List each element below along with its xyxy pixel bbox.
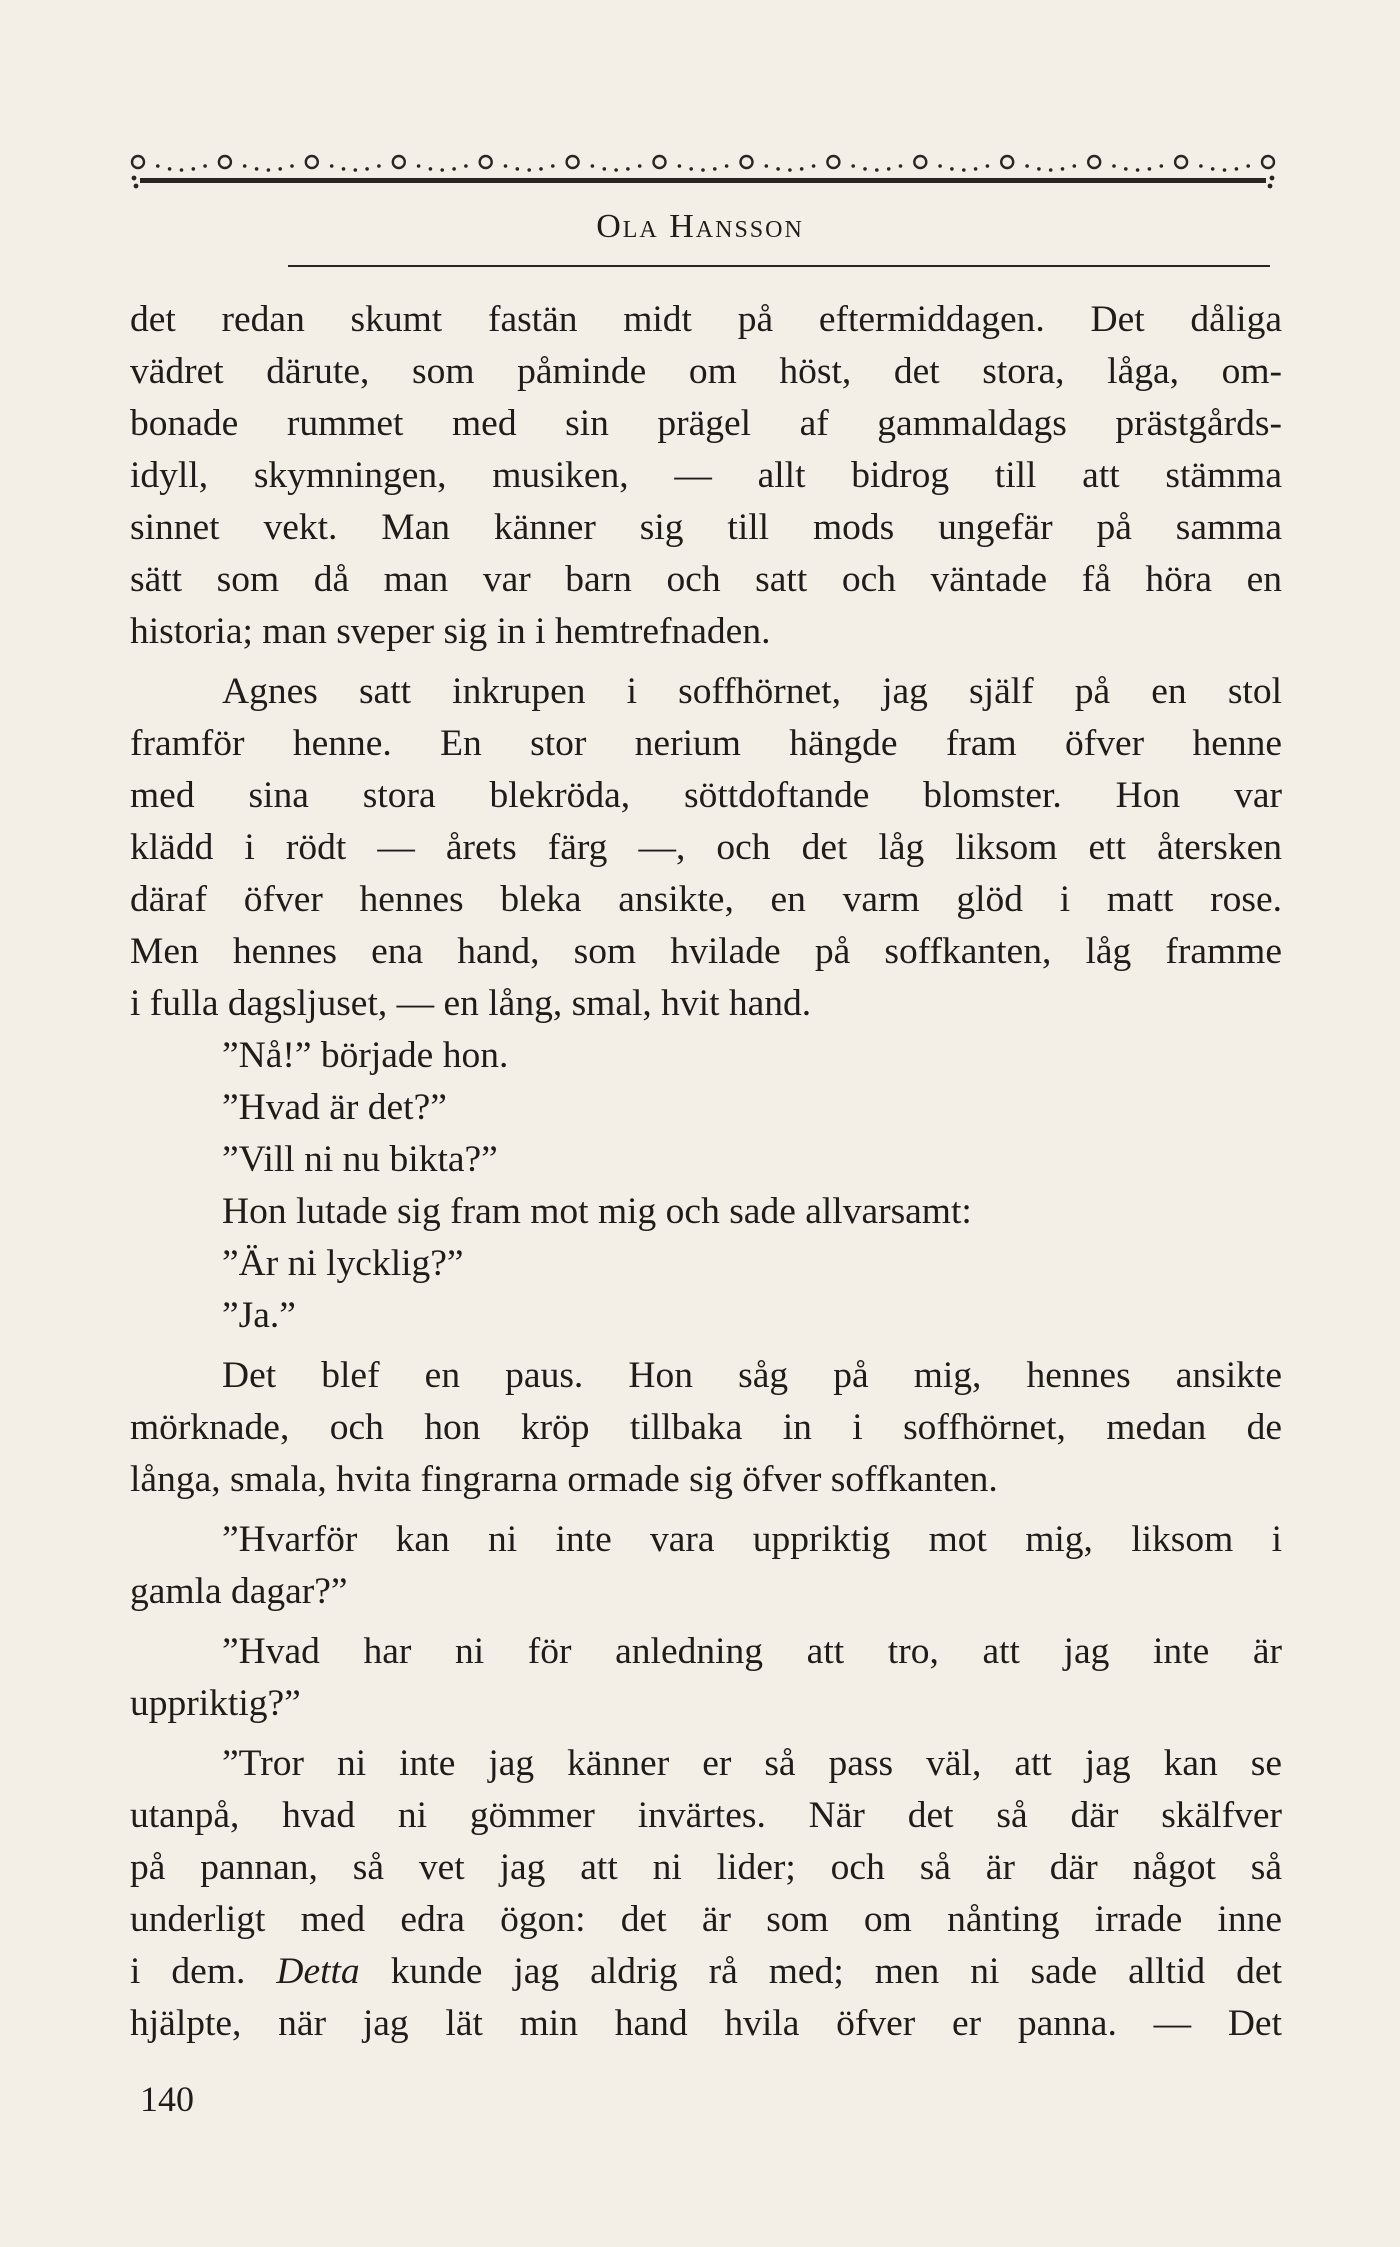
text-line: utanpå, hvad ni gömmer invärtes. När det så där skälfver — [130, 1795, 1282, 1836]
text-line: ”Tror ni inte jag känner er så pass väl, att jag kan se — [222, 1743, 1282, 1784]
page-number: 140 — [140, 2079, 194, 2119]
text-line: ”Hvarför kan ni inte vara uppriktig mot mig, liksom i — [222, 1519, 1282, 1560]
text-line: ”Ja.” — [222, 1295, 296, 1336]
text-line: framför henne. En stor nerium hängde fram öfver henne — [130, 723, 1282, 764]
text-line: underligt med edra ögon: det är som om nånting irrade inne — [130, 1899, 1282, 1940]
text-line: bonade rummet med sin prägel af gammaldags prästgårds- — [130, 403, 1282, 444]
running-head: Ola Hansson — [596, 208, 804, 245]
text-line: ”Är ni lycklig?” — [222, 1243, 464, 1284]
text-line: sätt som då man var barn och satt och väntade få höra en — [130, 559, 1282, 600]
text-line: långa, smala, hvita fingrarna ormade sig öfver soffkanten. — [130, 1459, 998, 1500]
emphasized-word: Detta — [276, 1951, 360, 1992]
body-text — [130, 294, 1282, 2050]
text-line: historia; man sveper sig in i hemtrefnaden. — [130, 611, 771, 652]
text-line: klädd i rödt — årets färg —, och det låg liksom ett återsken — [130, 827, 1282, 868]
text-line: ”Hvad är det?” — [222, 1087, 447, 1128]
text-line: Det blef en paus. Hon såg på mig, hennes ansikte — [222, 1355, 1282, 1396]
header-rule — [288, 265, 1270, 267]
text-line: Men hennes ena hand, som hvilade på soffkanten, låg framme — [130, 931, 1282, 972]
text-line: gamla dagar?” — [130, 1571, 348, 1612]
text-line: på pannan, så vet jag att ni lider; och så är där något så — [130, 1847, 1282, 1888]
text-line: i dem. Detta kunde jag aldrig rå med; men ni sade alltid det — [130, 1951, 1282, 1992]
text-line: idyll, skymningen, musiken, — allt bidrog till att stämma — [130, 455, 1282, 496]
text-line: Hon lutade sig fram mot mig och sade allvarsamt: — [222, 1191, 972, 1232]
text-line: det redan skumt fastän midt på eftermiddagen. Det dåliga — [130, 299, 1282, 340]
text-line: mörknade, och hon kröp tillbaka in i soffhörnet, medan de — [130, 1407, 1282, 1448]
text-line: vädret därute, som påminde om höst, det stora, låga, om- — [130, 351, 1282, 392]
text-line: Agnes satt inkrupen i soffhörnet, jag själf på en stol — [222, 671, 1282, 712]
text-line-rest: kunde jag aldrig rå med; men ni sade alltid det — [359, 1951, 1282, 1992]
text-line: ”Vill ni nu bikta?” — [222, 1139, 498, 1180]
text-line: däraf öfver hennes bleka ansikte, en varm glöd i matt rose. — [130, 879, 1282, 920]
text-line: i fulla dagsljuset, — en lång, smal, hvit hand. — [130, 983, 812, 1024]
text-line: uppriktig?” — [130, 1683, 301, 1724]
text-line: ”Hvad har ni för anledning att tro, att jag inte är — [222, 1631, 1282, 1672]
text-line: med sina stora blekröda, söttdoftande blomster. Hon var — [130, 775, 1282, 816]
text-line: hjälpte, när jag lät min hand hvila öfver er panna. — Det — [130, 2003, 1282, 2044]
ornamental-header-border — [128, 138, 1278, 190]
text-line: ”Nå!” började hon. — [222, 1035, 509, 1076]
text-line: sinnet vekt. Man känner sig till mods ungefär på samma — [130, 507, 1282, 548]
